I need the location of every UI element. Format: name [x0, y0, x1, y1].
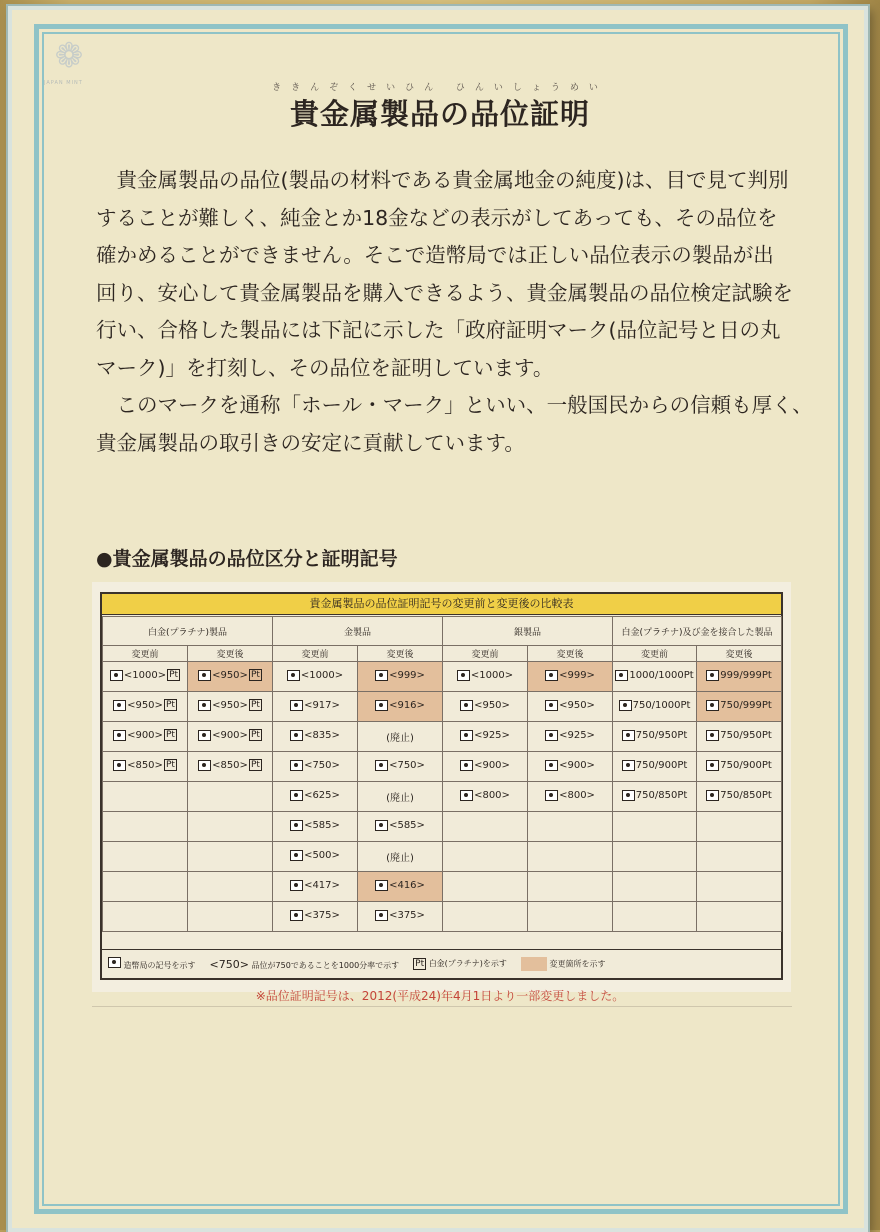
mark-cell — [443, 722, 528, 752]
hallmark — [706, 700, 772, 711]
hallmark-value: <417> — [304, 879, 340, 891]
hallmark — [287, 670, 343, 681]
table-row — [103, 872, 782, 902]
flag-icon — [457, 670, 470, 681]
mark-cell: (廃止) — [358, 842, 443, 872]
hallmark — [375, 820, 425, 831]
mark-cell — [358, 752, 443, 782]
flag-icon — [110, 670, 123, 681]
flag-icon — [622, 730, 635, 741]
hallmark-value: <850> — [212, 759, 248, 771]
flag-icon — [290, 760, 303, 771]
mark-cell — [613, 692, 697, 722]
after-header: 変更後 — [528, 646, 613, 662]
logo-caption: JAPAN MINT — [44, 80, 83, 86]
hallmark — [290, 760, 340, 771]
mark-cell — [273, 812, 358, 842]
body-text — [96, 162, 813, 462]
mark-cell — [528, 812, 613, 842]
mark-cell — [273, 902, 358, 932]
mark-cell — [103, 692, 188, 722]
hallmark — [198, 729, 262, 741]
hallmark-value: <950> — [212, 669, 248, 681]
flag-icon — [460, 760, 473, 771]
flag-icon — [290, 820, 303, 831]
mark-cell — [103, 872, 188, 902]
mark-cell — [188, 662, 273, 692]
comparison-table — [100, 592, 783, 980]
flag-icon — [622, 760, 635, 771]
before-header: 変更前 — [103, 646, 188, 662]
hallmark — [198, 759, 262, 771]
mark-cell — [443, 902, 528, 932]
section-title: ●貴金属製品の品位区分と証明記号 — [96, 548, 398, 570]
flag-icon — [460, 730, 473, 741]
table-legend — [102, 949, 781, 978]
mark-cell — [188, 692, 273, 722]
body-line: マーク)」を打刻し、その品位を証明しています。 — [96, 355, 554, 380]
mark-cell — [358, 902, 443, 932]
mark-cell — [613, 842, 697, 872]
hallmark — [460, 730, 510, 741]
table-grid — [102, 616, 782, 932]
hallmark — [545, 700, 595, 711]
mark-cell — [613, 902, 697, 932]
hallmark-value: <835> — [304, 729, 340, 741]
hallmark-value: <375> — [304, 909, 340, 921]
hallmark-value: <1000> — [470, 669, 514, 681]
legend-sample — [210, 958, 400, 971]
pt-badge: Pt — [415, 959, 425, 969]
flag-icon — [619, 700, 632, 711]
hallmark — [198, 699, 262, 711]
flag-icon — [198, 670, 211, 681]
title-ruby: ききんぞくせいひん ひんいしょうめい — [272, 83, 608, 93]
hallmark-value: <999> — [559, 669, 595, 681]
flag-icon — [706, 790, 719, 801]
flag-icon — [290, 730, 303, 741]
mark-cell — [103, 842, 188, 872]
body-line: このマークを通称「ホール・マーク」といい、一般国民からの信頼も厚く、 — [116, 393, 813, 417]
category-cell: 銀製品 — [443, 617, 613, 646]
hallmark — [198, 669, 262, 681]
flag-icon — [113, 700, 126, 711]
hallmark-value: <800> — [559, 789, 595, 801]
mark-cell — [188, 842, 273, 872]
body-line: 確かめることができません。そこで造幣局では正しい品位表示の製品が出 — [96, 243, 774, 267]
mark-cell — [528, 842, 613, 872]
hallmark — [545, 670, 595, 681]
mark-cell — [443, 782, 528, 812]
hallmark-value: <500> — [304, 849, 340, 861]
hallmark — [375, 700, 425, 711]
hallmark-value: 999/999Pt — [720, 669, 772, 681]
page-title: 貴金属製品の品位証明 — [289, 97, 590, 131]
flag-icon — [545, 670, 558, 681]
hallmark-value: <750> — [304, 759, 340, 771]
body-line: することが難しく、純金とか18金などの表示がしてあっても、その品位を — [96, 205, 778, 230]
hallmark — [290, 700, 340, 711]
flag-icon — [706, 700, 719, 711]
flag-icon — [290, 700, 303, 711]
table-row — [103, 842, 782, 872]
hallmark-value: <917> — [304, 699, 340, 711]
changed-swatch — [521, 957, 547, 971]
flag-icon — [375, 670, 388, 681]
flag-icon — [113, 760, 126, 771]
legend-changed — [521, 957, 606, 971]
before-header: 変更前 — [443, 646, 528, 662]
flag-icon — [706, 730, 719, 741]
hallmark-value: <950> — [474, 699, 510, 711]
mark-cell: (廃止) — [358, 722, 443, 752]
table-row — [103, 752, 782, 782]
table-row — [103, 812, 782, 842]
flag-icon — [198, 760, 211, 771]
mark-cell — [528, 662, 613, 692]
body-line: 貴金属製品の品位(製品の材料である貴金属地金の純度)は、目で見て判別 — [116, 168, 789, 192]
mark-cell — [697, 872, 782, 902]
hallmark — [545, 760, 595, 771]
flag-icon — [460, 700, 473, 711]
mark-cell — [443, 692, 528, 722]
hallmark-value: 750/950Pt — [635, 729, 688, 741]
hallmark-value: <375> — [389, 909, 425, 921]
pt-badge: Pt — [165, 700, 175, 711]
hallmark-value: <925> — [559, 729, 595, 741]
mark-cell — [273, 872, 358, 902]
hallmark-value: 750/850Pt — [635, 789, 688, 801]
flag-icon — [545, 700, 558, 711]
flag-icon — [375, 700, 388, 711]
after-header: 変更後 — [188, 646, 273, 662]
hallmark — [290, 820, 340, 831]
mark-cell — [443, 872, 528, 902]
hallmark — [622, 730, 688, 741]
mark-cell — [613, 662, 697, 692]
hallmark — [460, 700, 510, 711]
flag-icon — [287, 670, 300, 681]
body-line: 貴金属製品の取引きの安定に貢献しています。 — [96, 430, 525, 455]
hallmark — [545, 790, 595, 801]
category-cell: 白金(プラチナ)製品 — [103, 617, 273, 646]
flag-icon — [615, 670, 628, 681]
hallmark — [290, 850, 340, 861]
hallmark-value: <585> — [389, 819, 425, 831]
hallmark — [375, 760, 425, 771]
hallmark-value: <950> — [559, 699, 595, 711]
hallmark — [460, 790, 510, 801]
after-header: 変更後 — [358, 646, 443, 662]
mint-logo-icon: ❁ — [54, 36, 84, 76]
legend-sample-mark: <750> — [209, 957, 249, 971]
mark-cell — [613, 782, 697, 812]
hallmark-value: <625> — [304, 789, 340, 801]
table-heading: 貴金属製品の品位証明記号の変更前と変更後の比較表 — [102, 594, 781, 615]
flag-icon — [290, 790, 303, 801]
flag-icon — [290, 850, 303, 861]
table-row — [103, 902, 782, 932]
legend-flag — [108, 957, 196, 971]
hallmark — [622, 790, 688, 801]
flag-icon — [706, 670, 719, 681]
mark-cell — [613, 722, 697, 752]
hallmark — [706, 730, 772, 741]
legend-sample-text: 品位が750であることを1000分率で示す — [251, 960, 400, 970]
mark-cell — [528, 902, 613, 932]
mark-cell — [273, 782, 358, 812]
hallmark-value: <850> — [127, 759, 163, 771]
hallmark — [706, 670, 772, 681]
flag-icon — [375, 880, 388, 891]
hallmark — [622, 760, 688, 771]
flag-icon — [706, 760, 719, 771]
mark-cell — [273, 662, 358, 692]
flag-icon — [545, 760, 558, 771]
flag-icon — [375, 820, 388, 831]
flag-icon — [460, 790, 473, 801]
mark-cell — [103, 752, 188, 782]
legend-pt-text: 白金(プラチナ)を示す — [428, 959, 507, 968]
mark-cell — [528, 872, 613, 902]
after-header: 変更後 — [697, 646, 782, 662]
legend-flag-text: 造幣局の記号を示す — [123, 961, 196, 970]
body-line: 行い、合格した製品には下記に示した「政府証明マーク(品位記号と日の丸 — [96, 318, 781, 342]
flag-icon — [545, 730, 558, 741]
table-row — [103, 692, 782, 722]
mark-cell — [273, 842, 358, 872]
hallmark-value: <800> — [474, 789, 510, 801]
mark-cell — [103, 662, 188, 692]
mark-cell — [697, 812, 782, 842]
mark-cell — [443, 662, 528, 692]
mark-cell — [188, 812, 273, 842]
hallmark — [545, 730, 595, 741]
hallmark — [290, 910, 340, 921]
hallmark-value: <900> — [127, 729, 163, 741]
hallmark — [290, 790, 340, 801]
mark-cell — [103, 722, 188, 752]
category-cell: 白金(プラチナ)及び金を接合した製品 — [613, 617, 782, 646]
hallmark — [375, 880, 425, 891]
mark-cell — [697, 752, 782, 782]
mark-cell — [358, 872, 443, 902]
hallmark-value: <900> — [559, 759, 595, 771]
hallmark — [113, 729, 177, 741]
pt-badge: Pt — [165, 760, 175, 771]
hallmark-value: 750/900Pt — [720, 759, 772, 771]
comparison-table-panel — [92, 582, 791, 992]
hallmark — [619, 700, 691, 711]
hallmark — [113, 699, 177, 711]
hallmark-value: 750/850Pt — [720, 789, 772, 801]
table-category-row — [103, 617, 782, 646]
category-cell: 金製品 — [273, 617, 443, 646]
mark-cell — [188, 902, 273, 932]
mark-cell — [188, 722, 273, 752]
flag-icon — [108, 957, 121, 968]
divider — [92, 1006, 792, 1007]
pt-badge: Pt — [250, 670, 260, 681]
hallmark-value: <1000> — [123, 669, 167, 681]
hallmark — [110, 669, 180, 681]
mark-cell — [103, 902, 188, 932]
hallmark — [457, 670, 513, 681]
mark-cell — [528, 752, 613, 782]
hallmark-value: <416> — [389, 879, 425, 891]
hallmark-value: <916> — [389, 699, 425, 711]
pt-badge: Pt — [165, 730, 175, 741]
flag-icon — [375, 910, 388, 921]
hallmark-value: 750/900Pt — [635, 759, 688, 771]
hallmark-value: 750/999Pt — [720, 699, 772, 711]
mark-cell — [613, 812, 697, 842]
hallmark-value: <925> — [474, 729, 510, 741]
flag-icon — [198, 700, 211, 711]
flag-icon — [113, 730, 126, 741]
mark-cell — [697, 782, 782, 812]
pt-badge: Pt — [250, 730, 260, 741]
mark-cell: (廃止) — [358, 782, 443, 812]
body-line: 回り、安心して貴金属製品を購入できるよう、貴金属製品の品位検定試験を — [96, 280, 793, 305]
hallmark-value: <1000> — [300, 669, 344, 681]
hallmark-value: <900> — [474, 759, 510, 771]
mark-cell — [528, 722, 613, 752]
flag-icon — [290, 910, 303, 921]
before-header: 変更前 — [273, 646, 358, 662]
mark-cell — [613, 872, 697, 902]
hallmark-value: <900> — [212, 729, 248, 741]
mark-cell — [358, 812, 443, 842]
mark-cell — [188, 752, 273, 782]
mark-cell — [103, 812, 188, 842]
table-row — [103, 782, 782, 812]
hallmark-value: <950> — [212, 699, 248, 711]
mark-cell — [528, 692, 613, 722]
hallmark — [706, 790, 772, 801]
mark-cell — [273, 722, 358, 752]
legend-changed-text: 変更箇所を示す — [549, 959, 606, 969]
flag-icon — [545, 790, 558, 801]
hallmark — [460, 760, 510, 771]
pt-badge: Pt — [169, 670, 179, 681]
legend-pt — [413, 958, 507, 970]
mark-cell — [273, 692, 358, 722]
hallmark-value: <585> — [304, 819, 340, 831]
hallmark — [290, 880, 340, 891]
footnote: ※品位証明記号は、2012(平成24)年4月1日より一部変更しました。 — [255, 989, 625, 1003]
mark-cell — [443, 752, 528, 782]
table-row — [103, 662, 782, 692]
hallmark-value: <750> — [389, 759, 425, 771]
mark-cell — [188, 782, 273, 812]
mark-cell — [188, 872, 273, 902]
hallmark-value: 1000/1000Pt — [629, 669, 694, 681]
hallmark-value: <950> — [127, 699, 163, 711]
hallmark-value: 750/1000Pt — [632, 699, 691, 711]
flag-icon — [622, 790, 635, 801]
hallmark — [375, 670, 425, 681]
hallmark — [113, 759, 177, 771]
flag-icon — [198, 730, 211, 741]
mark-cell — [443, 812, 528, 842]
flag-icon — [375, 760, 388, 771]
mark-cell — [528, 782, 613, 812]
hallmark-value: <999> — [389, 669, 425, 681]
hallmark — [706, 760, 772, 771]
mark-cell — [273, 752, 358, 782]
pt-badge: Pt — [250, 760, 260, 771]
table-row — [103, 722, 782, 752]
mark-cell — [697, 902, 782, 932]
mark-cell — [103, 782, 188, 812]
flag-icon — [290, 880, 303, 891]
table-subheader-row — [103, 646, 782, 662]
mark-cell — [358, 692, 443, 722]
mark-cell — [697, 722, 782, 752]
hallmark — [290, 730, 340, 741]
mark-cell — [697, 692, 782, 722]
hallmark — [375, 910, 425, 921]
mark-cell — [443, 842, 528, 872]
pt-badge: Pt — [250, 700, 260, 711]
mark-cell — [697, 662, 782, 692]
hallmark — [615, 670, 693, 681]
mark-cell — [358, 662, 443, 692]
mark-cell — [613, 752, 697, 782]
before-header: 変更前 — [613, 646, 697, 662]
hallmark-value: 750/950Pt — [720, 729, 772, 741]
mark-cell — [697, 842, 782, 872]
